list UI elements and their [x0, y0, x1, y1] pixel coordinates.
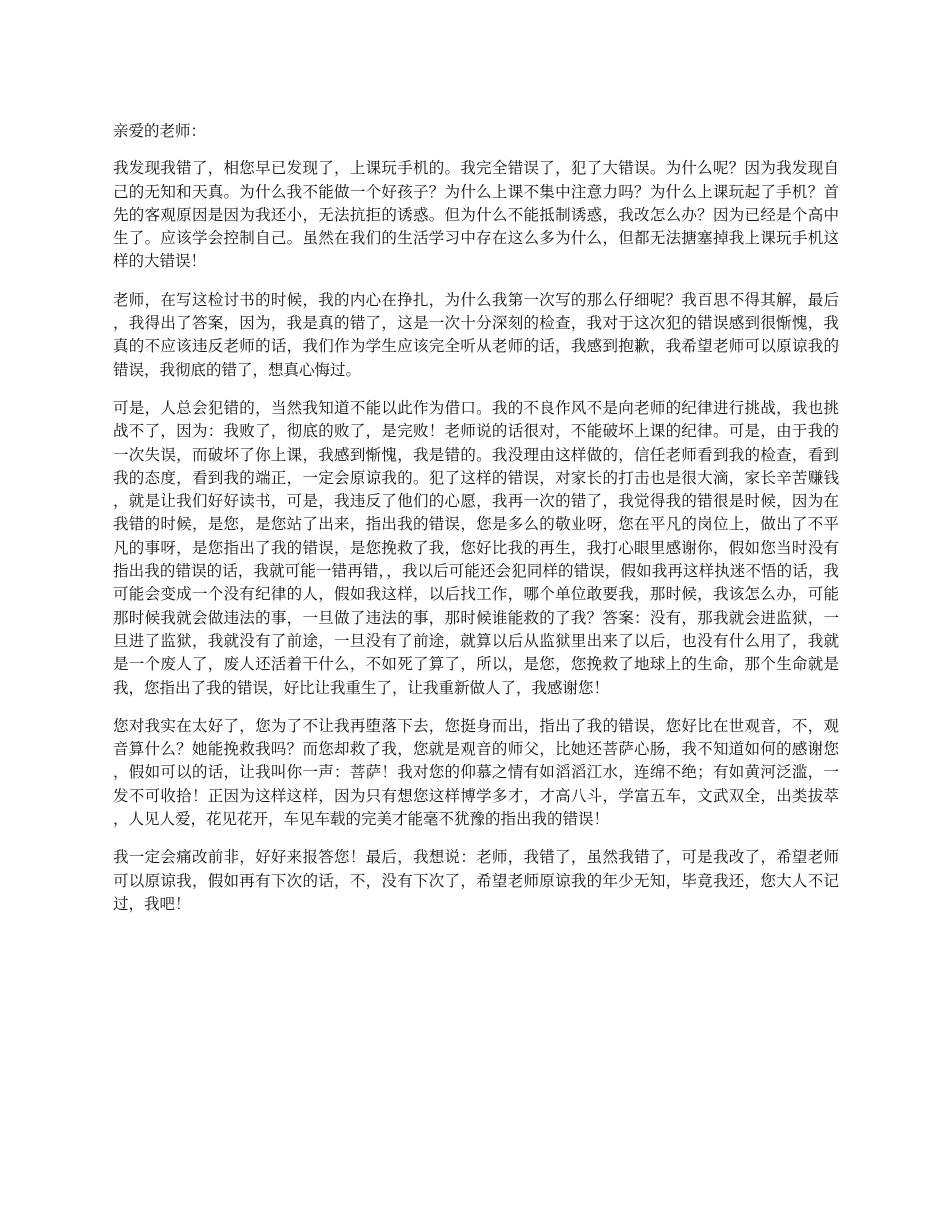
- paragraph-1: 我发现我错了，相您早已发现了，上课玩手机的。我完全错误了，犯了大错误。为什么呢？因为我发现自己的无知和天真。为什么我不能做一个好孩子？为什么上课不集中注意力吗？为什么上课玩起了手机？首先的客观原因是因为我还小，无法抗拒的诱惑。但为什么不能抵制诱惑，我改怎么办？因为已经是个高中生了。应该学会控制自己。虽然在我们的生活学习中存在这么多为什么，但都无法搪塞掉我上课玩手机这样的大错误！: [113, 159, 839, 271]
- paragraph-2: 老师，在写这检讨书的时候，我的内心在挣扎，为什么我第一次写的那么仔细呢？我百思不得其解，最后，我得出了答案，因为，我是真的错了，这是一次十分深刻的检查，我对于这次犯的错误感到很惭愧，我真的不应该违反老师的话，我们作为学生应该完全听从老师的话，我感到抱歉，我希望老师可以原谅我的错误，我彻底的错了，想真心悔过。: [113, 290, 839, 379]
- paragraph-3: 可是，人总会犯错的，当然我知道不能以此作为借口。我的不良作风不是向老师的纪律进行挑战，我也挑战不了，因为：我败了，彻底的败了，是完败！老师说的话很对，不能破坏上课的纪律。可是，由于我的一次失误，而破坏了你上课，我感到惭愧，我是错的。我没理由这样做的，信任老师看到我的检查，看到我的态度，看到我的端正，一定会原谅我的。犯了这样的错误，对家长的打击也是很大滴，家长辛苦赚钱，就是让我们好好读书，可是，我违反了他们的心愿，我再一次的错了，我觉得我的错很是时候，因为在我错的时候，是您，是您站了出来，指出我的错误，您是多么的敬业呀，您在平凡的岗位上，做出了不平凡的事呀，是您指出了我的错误，是您挽救了我，您好比我的再生，我打心眼里感谢你，假如您当时没有指出我的错误的话，我就可能一错再错，，我以后可能还会犯同样的错误，假如我再这样执迷不悟的话，我可能会变成一个没有纪律的人，假如我这样，以后找工作，哪个单位敢要我，那时候，我该怎么办，可能那时候我就会做违法的事，一旦做了违法的事，那时候谁能救的了我？答案：没有，那我就会进监狱，一旦进了监狱，我就没有了前途，一旦没有了前途，就算以后从监狱里出来了以后，也没有什么用了，我就是一个废人了，废人还活着干什么，不如死了算了，所以，是您，您挽救了地球上的生命，那个生命就是我，您指出了我的错误，好比让我重生了，让我重新做人了，我感谢您！: [113, 398, 839, 697]
- paragraph-4: 您对我实在太好了，您为了不让我再堕落下去，您挺身而出，指出了我的错误，您好比在世观音，不，观音算什么？她能挽救我吗？而您却救了我，您就是观音的师父，比她还菩萨心肠，我不知道如何的感谢您，假如可以的话，让我叫你一声：菩萨！我对您的仰慕之情有如滔滔江水，连绵不绝；有如黄河泛滥，一发不可收拾！正因为这样这样，因为只有想您这样博学多才，才高八斗，学富五车，文武双全，出类拔萃，人见人爱，花见花开，车见车载的完美才能毫不犹豫的指出我的错误！: [113, 716, 839, 829]
- paragraph-5: 我一定会痛改前非，好好来报答您！最后，我想说：老师，我错了，虽然我错了，可是我改了，希望老师可以原谅我，假如再有下次的话，不，没有下次了，希望老师原谅我的年少无知，毕竟我还，您大人不记过，我吧！: [113, 848, 839, 913]
- salutation: 亲爱的老师：: [113, 122, 207, 140]
- letter-document: [113, 120, 839, 931]
